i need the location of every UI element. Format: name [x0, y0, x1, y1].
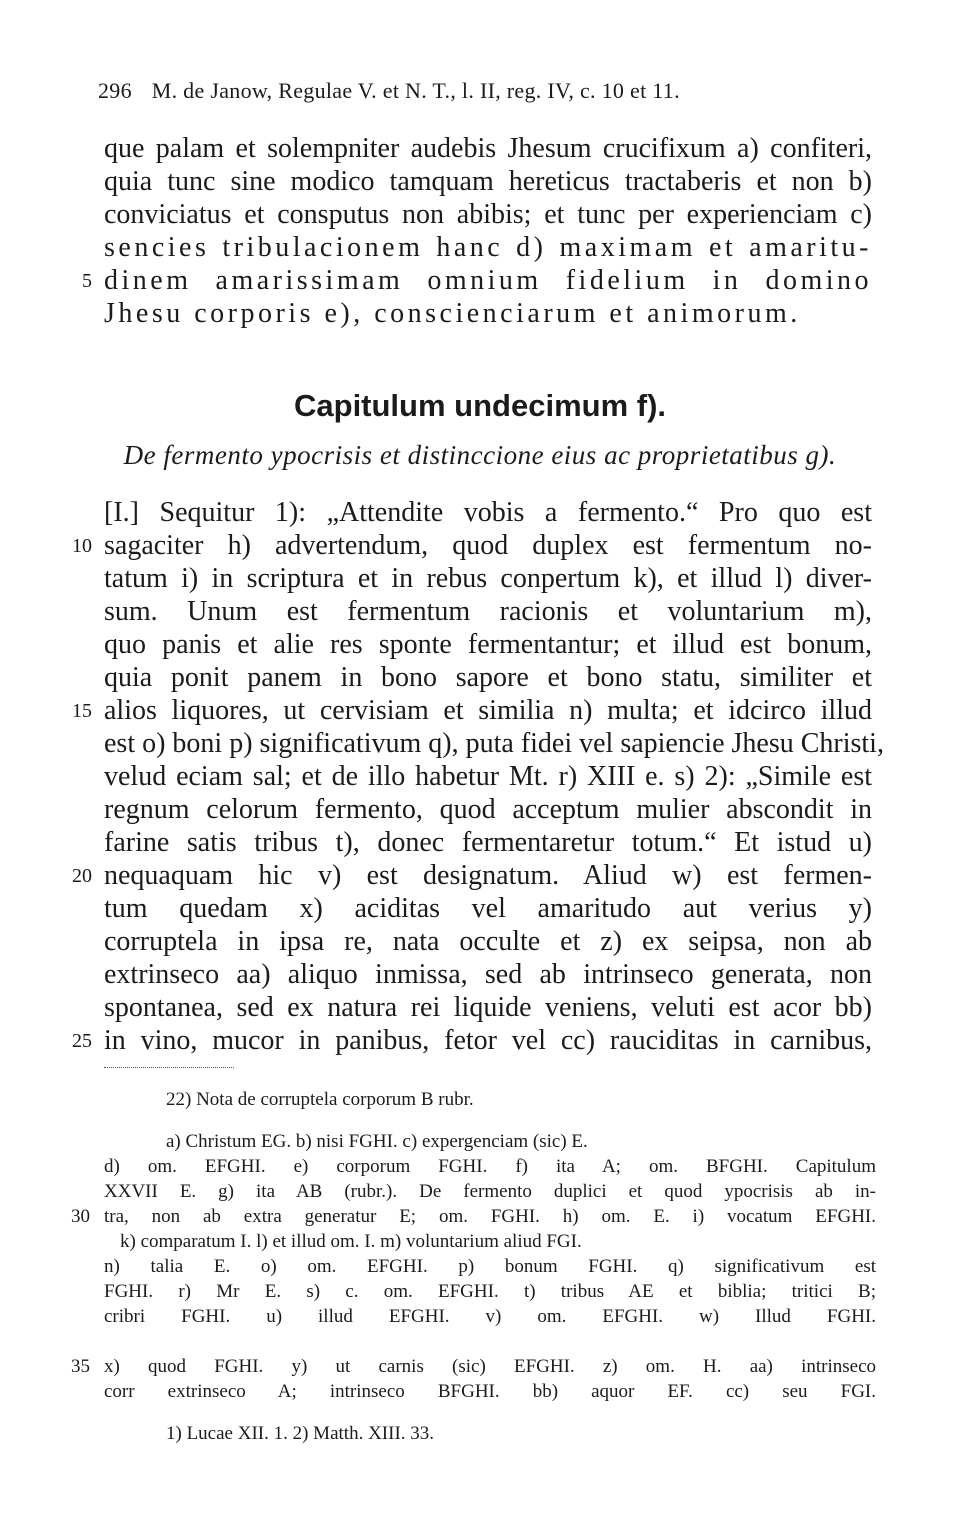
body-line: sum. Unum est fermentum racionis et voluntarium m),	[104, 596, 872, 627]
line-number: 25	[72, 1030, 92, 1052]
line-number: 15	[72, 700, 92, 722]
page-number: 296	[98, 78, 132, 103]
body-line: quo panis et alie res sponte fermentantur; et illud est bonum,	[104, 629, 872, 660]
footnote-line: tra, non ab extra generatur E; om. FGHI. h) om. E. i) vocatum EFGHI.	[104, 1206, 876, 1227]
line-number: 20	[72, 865, 92, 887]
footnote-line: a) Christum EG. b) nisi FGHI. c) expergenciam (sic) E.	[166, 1131, 588, 1152]
footnote-line: 1) Lucae XII. 1. 2) Matth. XIII. 33.	[166, 1423, 435, 1444]
line-number: 10	[72, 535, 92, 557]
line-number: 5	[82, 270, 92, 292]
text-line: sencies tribulacionem hanc d) maximam et amaritu-	[104, 232, 872, 263]
text-line: conviciatus et consputus non abibis; et tunc per experienciam c)	[104, 199, 872, 230]
body-line: tum quedam x) aciditas vel amaritudo aut verius y)	[104, 893, 872, 924]
body-line: regnum celorum fermento, quod acceptum mulier abscondit in	[104, 794, 872, 825]
footnote-line: cribri FGHI. u) illud EFGHI. v) om. EFGHI. w) Illud FGHI.	[104, 1306, 876, 1327]
body-line: spontanea, sed ex natura rei liquide veniens, veluti est acor bb)	[104, 992, 872, 1023]
chapter-subtitle: De fermento ypocrisis et distinccione eius ac proprietatibus g).	[123, 440, 837, 470]
running-title: M. de Janow, Regulae V. et N. T., l. II, reg. IV, c. 10 et 11.	[151, 78, 680, 103]
footnote-line: d) om. EFGHI. e) corporum FGHI. f) ita A; om. BFGHI. Capitulum	[104, 1156, 876, 1177]
footnote-line: n) talia E. o) om. EFGHI. p) bonum FGHI. q) significativum est	[104, 1256, 876, 1277]
running-header	[98, 78, 680, 104]
line-number: 35	[71, 1356, 90, 1377]
body-line: [I.] Sequitur 1): „Attendite vobis a fermento.“ Pro quo est	[104, 497, 872, 528]
body-line: alios liquores, ut cervisiam et similia n) multa; et idcirco illud	[104, 695, 872, 726]
body-line: farine satis tribus t), donec fermentaretur totum.“ Et istud u)	[104, 827, 872, 858]
line-number: 30	[71, 1206, 90, 1227]
footnote-line: 22) Nota de corruptela corporum B rubr.	[166, 1089, 474, 1110]
footnote-separator	[104, 1067, 234, 1068]
footnote-line: corr extrinseco A; intrinseco BFGHI. bb) aquor EF. cc) seu FGI.	[104, 1381, 876, 1402]
text-line: Jhesu corporis e), conscienciarum et animorum.	[104, 298, 801, 329]
body-line: nequaquam hic v) est designatum. Aliud w) est fermen-	[104, 860, 872, 891]
body-line: quia ponit panem in bono sapore et bono statu, similiter et	[104, 662, 872, 693]
footnote-line: FGHI. r) Mr E. s) c. om. EFGHI. t) tribus AE et biblia; tritici B;	[104, 1281, 876, 1302]
body-line: in vino, mucor in panibus, fetor vel cc) rauciditas in carnibus,	[104, 1025, 872, 1056]
footnote-line: k) comparatum I. l) et illud om. I. m) voluntarium aliud FGI.	[120, 1231, 582, 1252]
body-line: velud eciam sal; et de illo habetur Mt. r) XIII e. s) 2): „Simile est	[104, 761, 872, 792]
body-line: tatum i) in scriptura et in rebus conpertum k), et illud l) diver-	[104, 563, 872, 594]
body-line: corruptela in ipsa re, nata occulte et z) ex seipsa, non ab	[104, 926, 872, 957]
text-line: dinem amarissimam omnium fidelium in domino	[104, 265, 872, 296]
body-line: est o) boni p) significativum q), puta fidei vel sapiencie Jhesu Christi,	[104, 728, 884, 759]
chapter-title: Capitulum undecimum f).	[294, 388, 666, 423]
body-line: extrinseco aa) aliquo inmissa, sed ab intrinseco generata, non	[104, 959, 872, 990]
footnote-line: x) quod FGHI. y) ut carnis (sic) EFGHI. z) om. H. aa) intrinseco	[104, 1356, 876, 1377]
text-line: quia tunc sine modico tamquam hereticus tractaberis et non b)	[104, 166, 872, 197]
footnote-line: XXVII E. g) ita AB (rubr.). De fermento duplici et quod ypocrisis ab in-	[104, 1181, 876, 1202]
text-line: que palam et solempniter audebis Jhesum crucifixum a) confiteri,	[104, 133, 872, 164]
body-line: sagaciter h) advertendum, quod duplex est fermentum no-	[104, 530, 872, 561]
